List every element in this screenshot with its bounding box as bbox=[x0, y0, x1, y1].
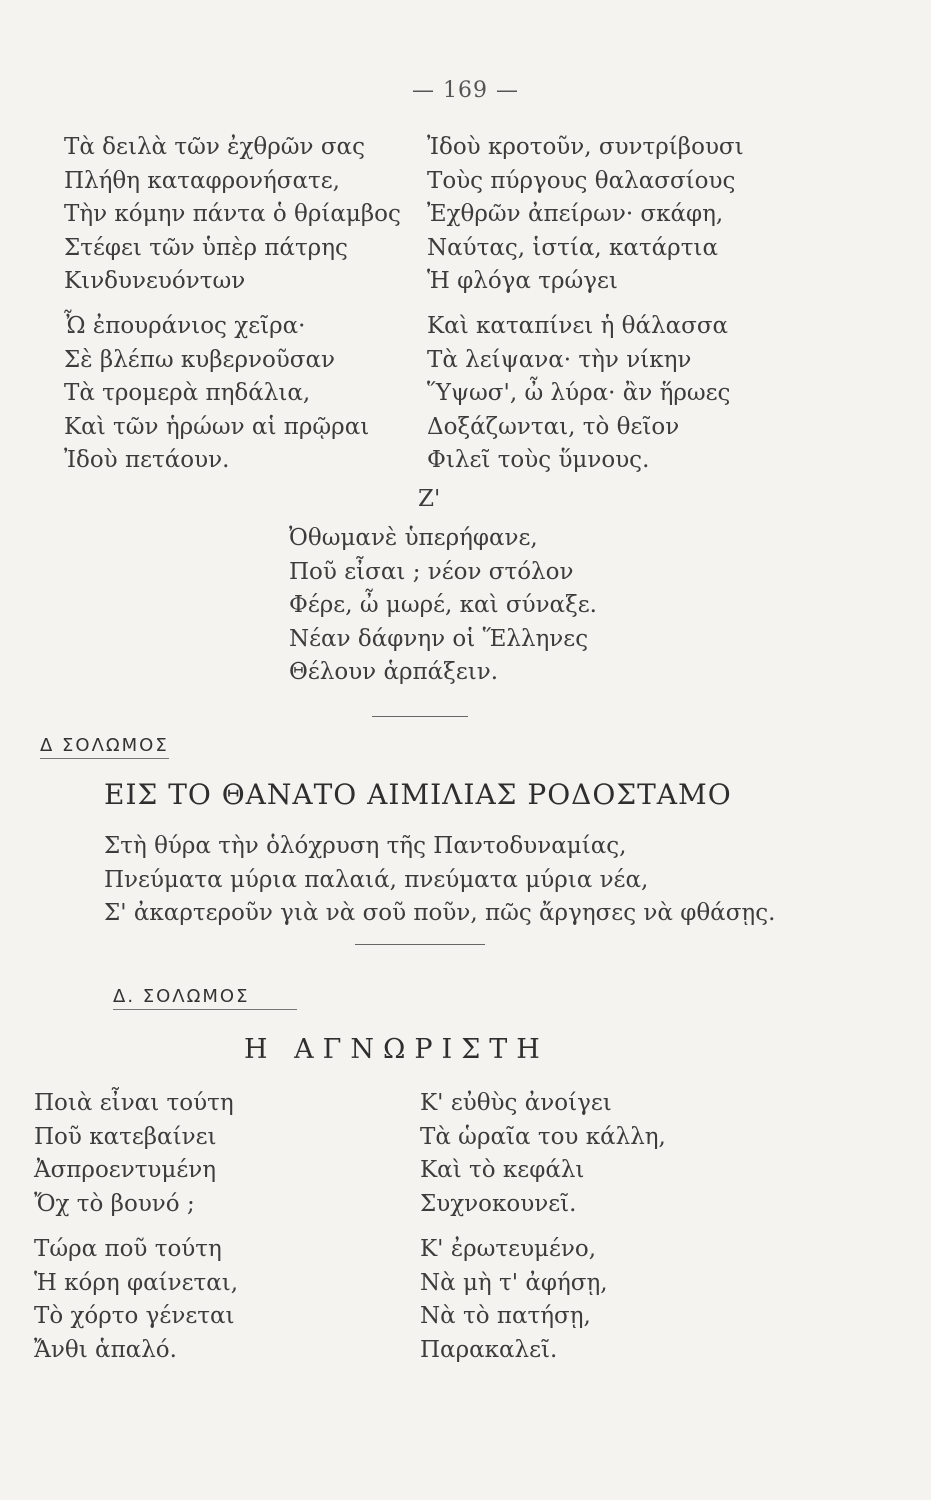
verse-line: Κ' ἐρωτευμένο, bbox=[420, 1236, 597, 1262]
verse-line: Νέαν δάφνην οἱ Ἕλληνες bbox=[289, 625, 589, 652]
verse-line: Τὰ δειλὰ τῶν ἐχθρῶν σας bbox=[64, 134, 365, 160]
verse-line: Πλήθη καταφρονήσατε, bbox=[64, 167, 340, 194]
verse-line: Ἡ κόρη φαίνεται, bbox=[34, 1269, 239, 1296]
verse-line: Φέρε, ὦ μωρέ, καὶ σύναξε. bbox=[289, 592, 597, 618]
author-label: Δ ΣΟΛΩΜΟΣ bbox=[40, 735, 169, 759]
verse-line: Τὰ τρομερὰ πηδάλια, bbox=[64, 380, 311, 406]
verse-line: Ναύτας, ἱστία, κατάρτια bbox=[427, 234, 718, 261]
verse-line: Ὄχ τὸ βουνό ; bbox=[34, 1190, 195, 1217]
verse-line: Τὸ χόρτο γένεται bbox=[34, 1303, 235, 1329]
verse-line: Ὕψωσ', ὦ λύρα· ἂν ἥρωες bbox=[427, 380, 731, 406]
verse-line: Ποῦ εἶσαι ; νέον στόλον bbox=[289, 558, 574, 585]
verse-line: Στέφει τῶν ὑπὲρ πάτρης bbox=[64, 234, 348, 261]
page-number: — 169 — bbox=[412, 78, 519, 103]
poem-title: ΕΙΣ ΤΟ ΘΑΝΑΤΟ ΑΙΜΙΛΙΑΣ ΡΟΔΟΣΤΑΜΟ bbox=[104, 778, 732, 811]
verse-line: Νὰ μὴ τ' ἀφήσῃ, bbox=[420, 1269, 608, 1296]
verse-line: Ποιὰ εἶναι τούτη bbox=[34, 1090, 234, 1116]
verse-line: Ἰδοὺ πετάουν. bbox=[64, 447, 230, 473]
verse-line: Ποῦ κατεβαίνει bbox=[34, 1123, 217, 1150]
verse-line: Ἐχθρῶν ἀπείρων· σκάφη, bbox=[427, 201, 724, 227]
poem3-left-stanza-1 bbox=[34, 1087, 234, 1221]
poem1-right-stanza-2 bbox=[427, 310, 730, 478]
verse-line: Τώρα ποῦ τούτη bbox=[34, 1236, 222, 1262]
verse-line: Καὶ καταπίνει ἡ θάλασσα bbox=[427, 313, 729, 339]
poem1-center-stanza bbox=[289, 522, 597, 690]
verse-line: Συχνοκουνεῖ. bbox=[420, 1190, 577, 1217]
section-divider bbox=[355, 944, 485, 945]
verse-line: Κινδυνευόντων bbox=[64, 268, 246, 294]
verse-line: Στὴ θύρα τὴν ὁλόχρυση τῆς Παντοδυναμίας, bbox=[104, 833, 627, 859]
poem-title: Η ΑΓΝΩΡΙΣΤΗ bbox=[244, 1034, 549, 1065]
poem3-right-stanza-1 bbox=[420, 1087, 666, 1221]
verse-line: Ὀθωμανὲ ὑπερήφανε, bbox=[289, 525, 538, 551]
verse-line: Φιλεῖ τοὺς ὕμνους. bbox=[427, 447, 650, 473]
verse-line: Πνεύματα μύρια παλαιά, πνεύματα μύρια νέα, bbox=[104, 866, 649, 893]
poem3-left-stanza-2 bbox=[34, 1233, 238, 1367]
verse-line: Ἡ φλόγα τρώγει bbox=[427, 268, 618, 294]
poem1-right-stanza-1 bbox=[427, 131, 744, 299]
section-divider bbox=[372, 716, 468, 717]
verse-line: Δοξάζωνται, τὸ θεῖον bbox=[427, 413, 680, 440]
poem1-left-stanza-1 bbox=[64, 131, 401, 299]
author-label: Δ. ΣΟΛΩΜΟΣ bbox=[113, 986, 297, 1010]
verse-line: Νὰ τὸ πατήσῃ, bbox=[420, 1303, 591, 1329]
verse-line: Σ' ἀκαρτεροῦν γιὰ νὰ σοῦ ποῦν, πῶς ἄργησες νὰ φθάσῃς. bbox=[104, 900, 776, 926]
section-mark: Ζ' bbox=[418, 486, 441, 512]
verse-line: Παρακαλεῖ. bbox=[420, 1336, 558, 1363]
verse-line: Σὲ βλέπω κυβερνοῦσαν bbox=[64, 346, 336, 373]
verse-line: Θέλουν ἁρπάξειν. bbox=[289, 659, 499, 685]
verse-line: Τοὺς πύργους θαλασσίους bbox=[427, 167, 736, 194]
verse-line: Ἄνθι ἁπαλό. bbox=[34, 1336, 177, 1363]
verse-line: Τὰ ὡραῖα του κάλλη, bbox=[420, 1123, 666, 1150]
verse-line: Ἀσπροεντυμένη bbox=[34, 1157, 217, 1183]
poem2-stanza bbox=[104, 830, 775, 931]
poem1-left-stanza-2 bbox=[64, 310, 369, 478]
verse-line: Τὴν κόμην πάντα ὁ θρίαμβος bbox=[64, 201, 401, 227]
verse-line: Ὦ ἐπουράνιος χεῖρα· bbox=[64, 313, 306, 339]
poem3-right-stanza-2 bbox=[420, 1233, 608, 1367]
verse-line: Κ' εὐθὺς ἀνοίγει bbox=[420, 1090, 612, 1116]
verse-line: Ἰδοὺ κροτοῦν, συντρίβουσι bbox=[427, 134, 744, 160]
verse-line: Καὶ τὸ κεφάλι bbox=[420, 1157, 585, 1183]
verse-line: Καὶ τῶν ἡρώων αἱ πρῷραι bbox=[64, 413, 370, 440]
verse-line: Τὰ λείψανα· τὴν νίκην bbox=[427, 346, 692, 373]
